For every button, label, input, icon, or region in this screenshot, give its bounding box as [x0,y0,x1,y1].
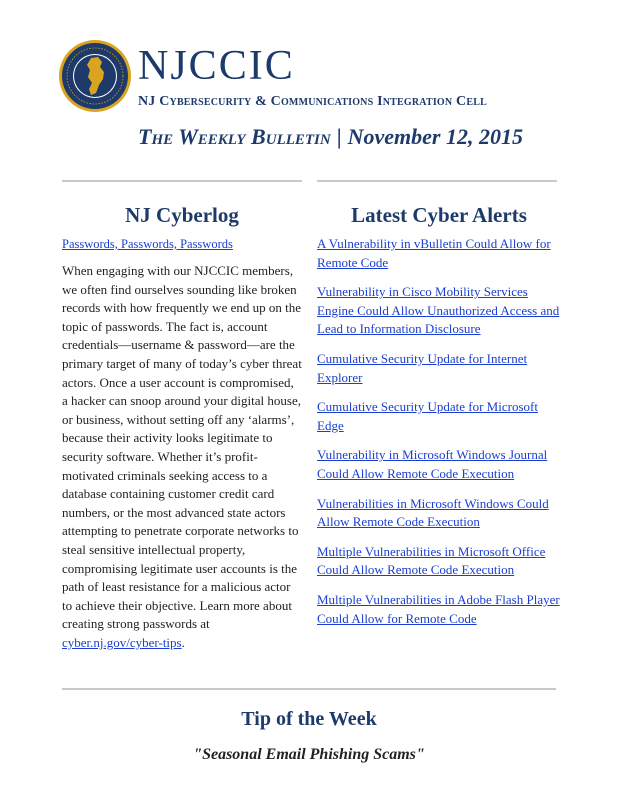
alert-link[interactable]: Vulnerability in Cisco Mobility Services Engine Could Allow Unauthorized Access and Lead to Information Disclosure [317,284,560,337]
alert-link[interactable]: Vulnerabilities in Microsoft Windows Could Allow Remote Code Execution [317,495,549,530]
alert-link[interactable]: Multiple Vulnerabilities in Microsoft Office Could Allow Remote Code Execution [317,543,546,578]
left-column-top-divider [62,180,302,182]
alert-link[interactable]: Multiple Vulnerabilities in Adobe Flash Player Could Allow for Remote Code [317,591,560,626]
alert-link[interactable]: Vulnerability in Microsoft Windows Journal Could Allow Remote Code Execution [317,447,548,481]
alerts-title: Latest Cyber Alerts [351,203,527,227]
tip-title: Tip of the Week [241,708,377,730]
alerts-list [317,235,561,639]
tip-divider [62,688,556,690]
bulletin-date: November 12, 2015 [347,124,523,149]
nj-seal-logo-icon [58,39,132,113]
bulletin-heading [138,124,523,150]
alert-link[interactable]: A Vulnerability in vBulletin Could Allow for Remote Code [317,236,551,270]
alert-link[interactable]: Cumulative Security Update for Microsoft Edge [317,399,538,433]
alert-link[interactable]: Cumulative Security Update for Internet Explorer [317,350,528,385]
org-short-name: NJCCIC [138,43,295,89]
right-column-top-divider [317,180,557,182]
tip-subtitle: "Seasonal Email Phishing Scams" [193,746,425,763]
bulletin-title: The Weekly Bulletin [138,124,331,149]
org-full-name: NJ Cybersecurity & Communications Integration Cell [138,94,487,109]
cyberlog-title: NJ Cyberlog [125,203,239,227]
cyber-tips-link[interactable]: cyber.nj.gov/cyber-tips [62,634,182,650]
cyberlog-body-text: When engaging with our NJCCIC members, we often find ourselves sounding like broken records with how frequently we end up on the topic of passwords. The fact is, account credentials—username & password—are the primary target of many of today’s cyber threat actors. Once a user account is compromised, a hacker can snoop around your digital house, or business, without setting off any ‘alarms’, because their activity looks legitimate to security software. Whether it’s profit-motivated criminals seeking access to a database containing customer credit card numbers, or the most advanced state actors attempting to penetrate corporate networks to steal sensitive intellectual property, compromising legitimate user accounts is the path of least resistance for a malicious actor to achieve their objective. Learn more about creating strong passwords at [62,263,302,632]
bulletin-separator: | [336,124,342,149]
cyberlog-body-end: . [181,634,185,650]
cyberlog-body [62,262,302,652]
cyberlog-article-link[interactable]: Passwords, Passwords, Passwords [62,237,233,251]
